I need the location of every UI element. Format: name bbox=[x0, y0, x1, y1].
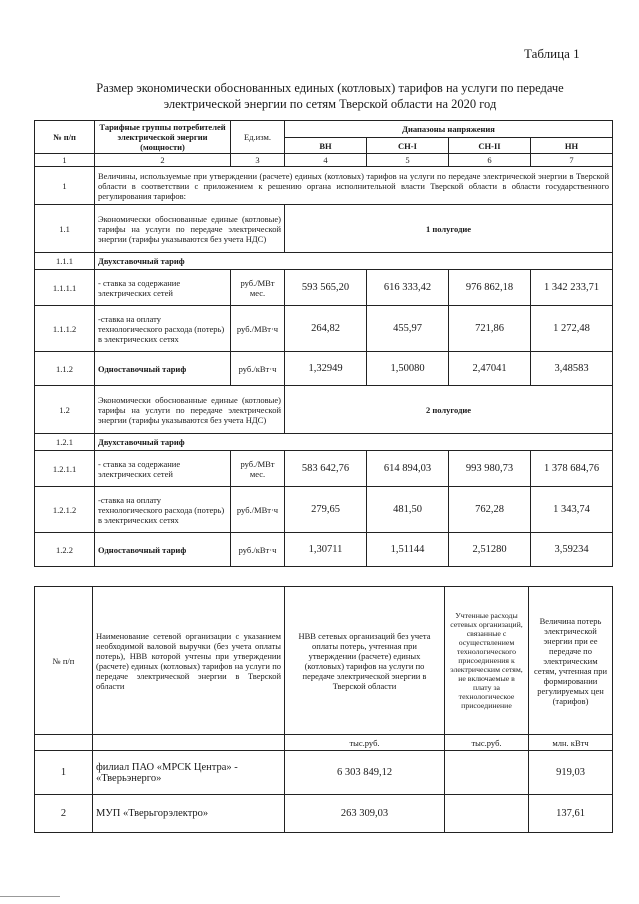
value-nvv: 6 303 849,12 bbox=[285, 751, 445, 795]
value-vn: 279,65 bbox=[285, 487, 367, 533]
table-row bbox=[35, 386, 613, 434]
header-sn1: СН-I bbox=[367, 138, 449, 154]
row-text: Величины, используемые при утверждении (расчете) единых (котловых) тарифов на услуги по передаче электрической энергии в Тверской области в соответствии с приложением к решению органа исполнительной власти Тверской области в области государственного регулирования тарифов: bbox=[95, 167, 613, 205]
row-unit: руб./МВт·ч bbox=[231, 306, 285, 352]
value-sn2: 2,47041 bbox=[449, 352, 531, 386]
title-line-1: Размер экономически обоснованных единых (котловых) тарифов на услуги по передаче bbox=[96, 81, 564, 95]
value-sn1: 455,97 bbox=[367, 306, 449, 352]
header-num: № п/п bbox=[35, 587, 93, 735]
row-text: Двухставочный тариф bbox=[95, 253, 613, 270]
value-vn: 1,30711 bbox=[285, 533, 367, 567]
value-sn2: 721,86 bbox=[449, 306, 531, 352]
header-group: Тарифные группы потребителей электрической энергии (мощности) bbox=[95, 121, 231, 154]
table-row bbox=[35, 352, 613, 386]
table-row bbox=[35, 533, 613, 567]
table-row bbox=[35, 306, 613, 352]
table-row bbox=[35, 795, 613, 833]
row-num: 1.2.1.1 bbox=[35, 451, 95, 487]
col-number: 5 bbox=[367, 154, 449, 167]
header-sn2: СН-II bbox=[449, 138, 531, 154]
value-nn: 1 272,48 bbox=[531, 306, 613, 352]
col-number: 1 bbox=[35, 154, 95, 167]
table-label: Таблица 1 bbox=[524, 46, 580, 61]
row-text: - ставка за содержание электрических сетей bbox=[95, 451, 231, 487]
value-vn: 1,32949 bbox=[285, 352, 367, 386]
row-unit: руб./МВт·ч bbox=[231, 487, 285, 533]
row-num: 1.1.1.2 bbox=[35, 306, 95, 352]
row-num: 1.1.1.1 bbox=[35, 270, 95, 306]
row-num: 1.2.1.2 bbox=[35, 487, 95, 533]
value-nvv: 263 309,03 bbox=[285, 795, 445, 833]
value-nn: 1 343,74 bbox=[531, 487, 613, 533]
value-sn2: 762,28 bbox=[449, 487, 531, 533]
unit-nvv: тыс.руб. bbox=[285, 735, 445, 751]
title-line-2: электрической энергии по сетям Тверской области на 2020 год bbox=[163, 97, 497, 111]
value-sn1: 1,51144 bbox=[367, 533, 449, 567]
row-unit: руб./кВт·ч bbox=[231, 352, 285, 386]
period-label: 1 полугодие bbox=[285, 205, 613, 253]
header-nn: НН bbox=[531, 138, 613, 154]
value-sn1: 481,50 bbox=[367, 487, 449, 533]
col-number: 6 bbox=[449, 154, 531, 167]
row-num: 1.1.2 bbox=[35, 352, 95, 386]
row-unit: руб./МВт мес. bbox=[231, 451, 285, 487]
row-text: Одноставочный тариф bbox=[95, 352, 231, 386]
tariff-table bbox=[34, 120, 613, 567]
value-vn: 593 565,20 bbox=[285, 270, 367, 306]
value-sn2: 2,51280 bbox=[449, 533, 531, 567]
row-text: Экономически обоснованные единые (котловые) тарифы на услуги по передаче электрической энергии (тарифы указываются без учета НДС) bbox=[95, 205, 285, 253]
table-header-row bbox=[35, 587, 613, 735]
value-nn: 3,48583 bbox=[531, 352, 613, 386]
value-nn: 1 378 684,76 bbox=[531, 451, 613, 487]
table-row bbox=[35, 487, 613, 533]
col-number: 4 bbox=[285, 154, 367, 167]
value-sn2: 976 862,18 bbox=[449, 270, 531, 306]
row-text: Одноставочный тариф bbox=[95, 533, 231, 567]
unit-losses: млн. кВтч bbox=[529, 735, 613, 751]
header-costs: Учтенные расходы сетевых организаций, связанные с осуществлением технологического присоединения к электрическим сетям, не включаемые в плату за технологическое присоединение bbox=[445, 587, 529, 735]
empty-cell bbox=[93, 735, 285, 751]
header-vn: ВН bbox=[285, 138, 367, 154]
value-losses: 919,03 bbox=[529, 751, 613, 795]
row-num: 1 bbox=[35, 751, 93, 795]
network-organizations-table bbox=[34, 586, 613, 833]
table-row bbox=[35, 205, 613, 253]
value-sn1: 614 894,03 bbox=[367, 451, 449, 487]
value-sn2: 993 980,73 bbox=[449, 451, 531, 487]
period-label: 2 полугодие bbox=[285, 386, 613, 434]
empty-cell bbox=[35, 735, 93, 751]
row-text: Экономически обоснованные единые (котловые) тарифы на услуги по передаче электрической энергии (тарифы указываются без учета НДС) bbox=[95, 386, 285, 434]
header-ranges: Диапазоны напряжения bbox=[285, 121, 613, 138]
table-row bbox=[35, 434, 613, 451]
row-unit: руб./кВт·ч bbox=[231, 533, 285, 567]
column-number-row bbox=[35, 154, 613, 167]
row-num: 1.2 bbox=[35, 386, 95, 434]
table-row bbox=[35, 451, 613, 487]
org-name: филиал ПАО «МРСК Центра» - «Тверьэнерго» bbox=[93, 751, 285, 795]
table-row bbox=[35, 167, 613, 205]
row-unit: руб./МВт мес. bbox=[231, 270, 285, 306]
row-text: - ставка за содержание электрических сетей bbox=[95, 270, 231, 306]
table-header-row bbox=[35, 121, 613, 138]
value-sn1: 1,50080 bbox=[367, 352, 449, 386]
value-losses: 137,61 bbox=[529, 795, 613, 833]
table-row bbox=[35, 751, 613, 795]
row-text: -ставка на оплату технологического расхода (потерь) в электрических сетях bbox=[95, 306, 231, 352]
row-text: Двухставочный тариф bbox=[95, 434, 613, 451]
header-losses: Величина потерь электрической энергии при ее передаче по электрическим сетям, учтенная при формировании регулируемых цен (тарифов) bbox=[529, 587, 613, 735]
value-nn: 1 342 233,71 bbox=[531, 270, 613, 306]
header-unit: Ед.изм. bbox=[231, 121, 285, 154]
units-row bbox=[35, 735, 613, 751]
row-num: 2 bbox=[35, 795, 93, 833]
value-nn: 3,59234 bbox=[531, 533, 613, 567]
col-number: 2 bbox=[95, 154, 231, 167]
org-name: МУП «Тверьгорэлектро» bbox=[93, 795, 285, 833]
row-num: 1.1.1 bbox=[35, 253, 95, 270]
value-costs bbox=[445, 795, 529, 833]
value-sn1: 616 333,42 bbox=[367, 270, 449, 306]
row-num: 1.2.1 bbox=[35, 434, 95, 451]
col-number: 7 bbox=[531, 154, 613, 167]
header-name: Наименование сетевой организации с указанием необходимой валовой выручки (без учета оплаты потерь), НВВ которой учтены при утверждении (расчете) единых (котловых) тарифов на услуги по передаче электрической энергии в Тверской области bbox=[93, 587, 285, 735]
row-num: 1 bbox=[35, 167, 95, 205]
footer-divider bbox=[0, 896, 60, 897]
table-row bbox=[35, 270, 613, 306]
row-num: 1.2.2 bbox=[35, 533, 95, 567]
unit-costs: тыс.руб. bbox=[445, 735, 529, 751]
table-row bbox=[35, 253, 613, 270]
value-vn: 583 642,76 bbox=[285, 451, 367, 487]
row-num: 1.1 bbox=[35, 205, 95, 253]
document-title bbox=[60, 80, 600, 112]
value-costs bbox=[445, 751, 529, 795]
col-number: 3 bbox=[231, 154, 285, 167]
header-num: № п/п bbox=[35, 121, 95, 154]
row-text: -ставка на оплату технологического расхода (потерь) в электрических сетях bbox=[95, 487, 231, 533]
header-nvv: НВВ сетевых организаций без учета оплаты потерь, учтенная при утверждении (расчете) единых (котловых) тарифов на услуги по передаче электрической энергии в Тверской области bbox=[285, 587, 445, 735]
value-vn: 264,82 bbox=[285, 306, 367, 352]
